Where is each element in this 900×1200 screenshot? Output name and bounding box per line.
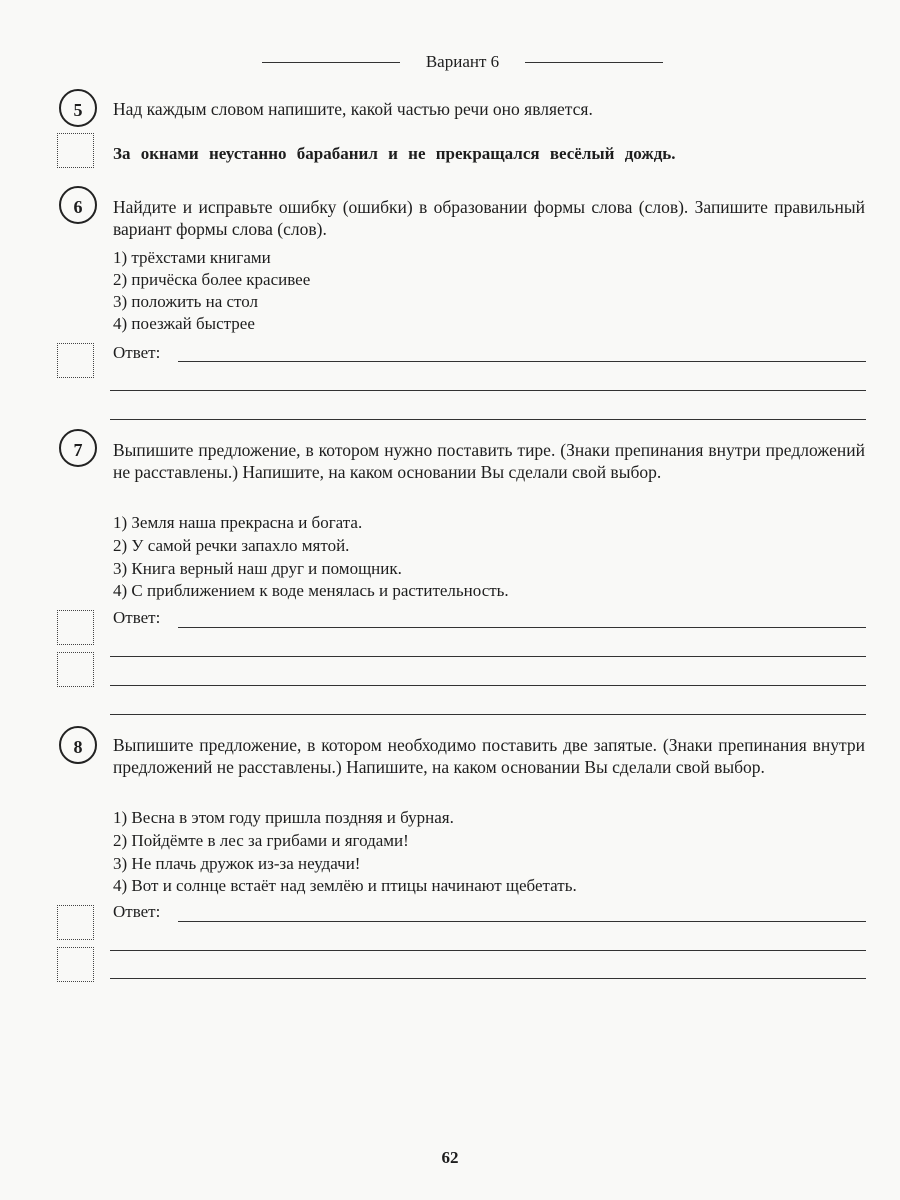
answer-line[interactable]: [110, 950, 866, 951]
answer-line[interactable]: [110, 419, 866, 420]
answer-line[interactable]: [178, 627, 866, 628]
question-number-6: 6: [59, 186, 97, 224]
header-rule-left: [262, 62, 400, 63]
answer-label-8: Ответ:: [113, 902, 161, 921]
question-8-option: 3) Не плачь дружок из-за неудачи!: [113, 854, 361, 873]
question-6-text: Найдите и исправьте ошибку (ошибки) в образовании формы слова (слов). Запишите правильный вариант формы слова (слов).: [113, 197, 865, 239]
answer-label-7: Ответ:: [113, 608, 161, 627]
question-8-option: 1) Весна в этом году пришла поздняя и бурная.: [113, 808, 454, 827]
answer-line[interactable]: [110, 656, 866, 657]
answer-line[interactable]: [178, 361, 866, 362]
question-6-option: 2) причёска более красивее: [113, 270, 311, 289]
question-number-7: 7: [59, 429, 97, 467]
score-box-7a: [57, 610, 94, 645]
question-7-option: 1) Земля наша прекрасна и богата.: [113, 513, 363, 532]
question-7-option: 3) Книга верный наш друг и помощник.: [113, 559, 402, 578]
question-8-option: 4) Вот и солнце встаёт над землёю и птицы начинают щебетать.: [113, 876, 577, 895]
question-number-8: 8: [59, 726, 97, 764]
question-6-option: 1) трёхстами книгами: [113, 248, 271, 267]
score-box-5: [57, 133, 94, 168]
answer-line[interactable]: [110, 685, 866, 686]
page-header: Вариант 6: [425, 52, 500, 71]
score-box-6: [57, 343, 94, 378]
score-box-8a: [57, 905, 94, 940]
question-8-option: 2) Пойдёмте в лес за грибами и ягодами!: [113, 831, 409, 850]
question-8-text: Выпишите предложение, в котором необходимо поставить две запятые. (Знаки препинания внутри предложений не расставлены.) Напишите, на каком основании Вы сделали свой выбор.: [113, 735, 865, 777]
score-box-8b: [57, 947, 94, 982]
answer-line[interactable]: [178, 921, 866, 922]
header-rule-right: [525, 62, 663, 63]
page-number: 62: [441, 1148, 459, 1167]
answer-line[interactable]: [110, 390, 866, 391]
answer-label-6: Ответ:: [113, 343, 161, 362]
question-number-5: 5: [59, 89, 97, 127]
question-6-option: 3) положить на стол: [113, 292, 259, 311]
question-5-sentence: За окнами неустанно барабанил и не прекращался весёлый дождь.: [113, 144, 676, 163]
question-6-option: 4) поезжай быстрее: [113, 314, 255, 333]
question-7-text: Выпишите предложение, в котором нужно поставить тире. (Знаки препинания внутри предложений не расставлены.) Напишите, на каком основании Вы сделали свой выбор.: [113, 440, 865, 482]
question-5-text: Над каждым словом напишите, какой частью речи оно является.: [113, 99, 593, 119]
answer-line[interactable]: [110, 978, 866, 979]
score-box-7b: [57, 652, 94, 687]
question-7-option: 4) С приближением к воде менялась и растительность.: [113, 581, 509, 600]
answer-line[interactable]: [110, 714, 866, 715]
question-7-option: 2) У самой речки запахло мятой.: [113, 536, 350, 555]
